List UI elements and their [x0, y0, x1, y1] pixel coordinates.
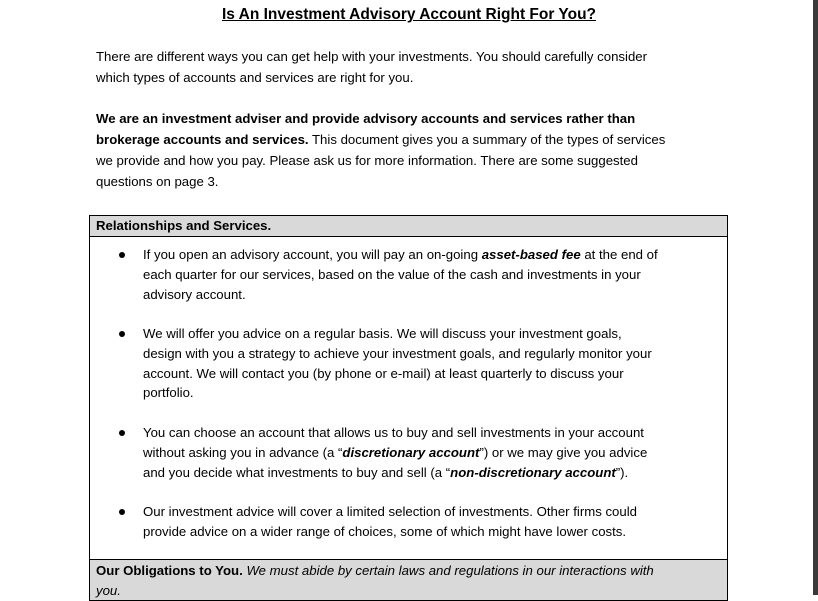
bullet-line: [143, 523, 626, 541]
bullet-line: [143, 246, 658, 264]
bullet-icon: [119, 430, 125, 436]
text-run: asset-based fee: [481, 247, 581, 262]
bullet-line: [143, 266, 641, 284]
bullet-icon: [119, 331, 125, 337]
bullet-line: [143, 384, 194, 402]
text-run: provide advice on a wider range of choices, some of which might have lower costs.: [143, 523, 627, 539]
text-run: This document gives you a summary of the types of services: [308, 132, 666, 147]
text-run: without asking you in advance (a “: [143, 444, 343, 460]
bullet-line: [143, 464, 628, 482]
obligations-line: [96, 582, 121, 600]
text-run: design with you a strategy to achieve your investment goals, and regularly monitor your: [143, 345, 652, 361]
text-run: We must abide by certain laws and regulations in our interactions with: [246, 563, 654, 578]
text-run: we provide and how you pay. Please ask us for more information. There are some suggested: [96, 153, 638, 168]
text-run: Our Obligations to You.: [96, 563, 243, 578]
adviser-line: [96, 152, 638, 170]
text-run: ”) or we may give you advice: [479, 444, 648, 460]
relationships-heading: Relationships and Services.: [96, 218, 272, 233]
bullet-line: [143, 365, 624, 383]
text-run: account. We will contact you (by phone or e-mail) at least quarterly to discuss your: [143, 365, 624, 381]
bullet-line: [143, 424, 644, 442]
text-run: We will offer you advice on a regular basis. We will discuss your investment goals,: [143, 326, 622, 341]
intro-line: [96, 48, 647, 66]
text-run: questions on page 3.: [96, 174, 219, 189]
text-run: Our investment advice will cover a limited selection of investments. Other firms could: [143, 504, 637, 519]
adviser-line: [96, 110, 635, 128]
text-run: each quarter for our services, based on the value of the cash and investments in your: [143, 266, 641, 282]
bullet-line: [143, 325, 622, 343]
text-run: advisory account.: [143, 286, 246, 302]
obligations-line: [96, 562, 654, 580]
text-run: discretionary account: [342, 444, 480, 460]
text-run: If you open an advisory account, you will pay an on-going: [143, 247, 482, 262]
text-run: There are different ways you can get help with your investments. You should carefully consider: [96, 49, 648, 64]
text-run: non-discretionary account: [450, 464, 616, 480]
text-run: and you decide what investments to buy and sell (a “: [143, 464, 451, 480]
text-run: at the end of: [580, 247, 658, 262]
bullet-line: [143, 503, 637, 521]
text-run: You can choose an account that allows us to buy and sell investments in your account: [143, 425, 644, 440]
text-run: you.: [96, 583, 121, 598]
text-run: portfolio.: [143, 385, 194, 401]
bullet-line: [143, 444, 647, 462]
text-run: brokerage accounts and services.: [96, 132, 309, 147]
text-run: which types of accounts and services are right for you.: [96, 69, 414, 85]
viewer-edge: [813, 0, 818, 595]
text-run: ”).: [615, 464, 629, 480]
adviser-line: [96, 131, 665, 149]
document-title: Is An Investment Advisory Account Right For You?: [221, 6, 597, 23]
bullet-line: [143, 286, 246, 304]
bullet-icon: [119, 509, 125, 515]
intro-line: [96, 69, 413, 87]
bullet-line: [143, 345, 652, 363]
adviser-line: [96, 173, 218, 191]
bullet-icon: [119, 252, 125, 258]
text-run: We are an investment adviser and provide advisory accounts and services rather than: [96, 111, 636, 126]
